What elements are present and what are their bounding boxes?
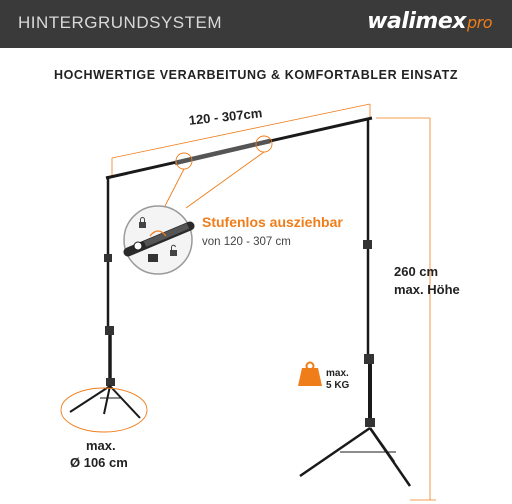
header-title: HINTERGRUNDSYSTEM [18,13,223,32]
diameter-caption: max. [86,438,116,453]
weight-caption: max. [326,368,349,379]
feature-title: Stufenlos ausziehbar [202,214,343,230]
left-light-stand [70,176,140,418]
weight-value: 5 KG [326,380,350,391]
zoom-callout [165,136,272,208]
height-dimension-line [376,118,439,500]
crossbar [106,118,372,178]
diameter-value: Ø 106 cm [70,455,128,470]
brand-main: walimex [367,9,466,34]
width-range-label: 120 - 307cm [188,105,263,128]
right-light-stand [300,118,410,486]
headline: HOCHWERTIGE VERARBEITUNG & KOMFORTABLER EINSATZ [53,68,459,82]
weight-icon [298,363,322,387]
clamp-detail-zoom [124,206,192,274]
brand-suffix: pro [466,13,492,32]
height-value: 260 cm [394,264,439,279]
feature-subtitle: von 120 - 307 cm [202,236,291,248]
height-caption: max. Höhe [394,282,460,297]
